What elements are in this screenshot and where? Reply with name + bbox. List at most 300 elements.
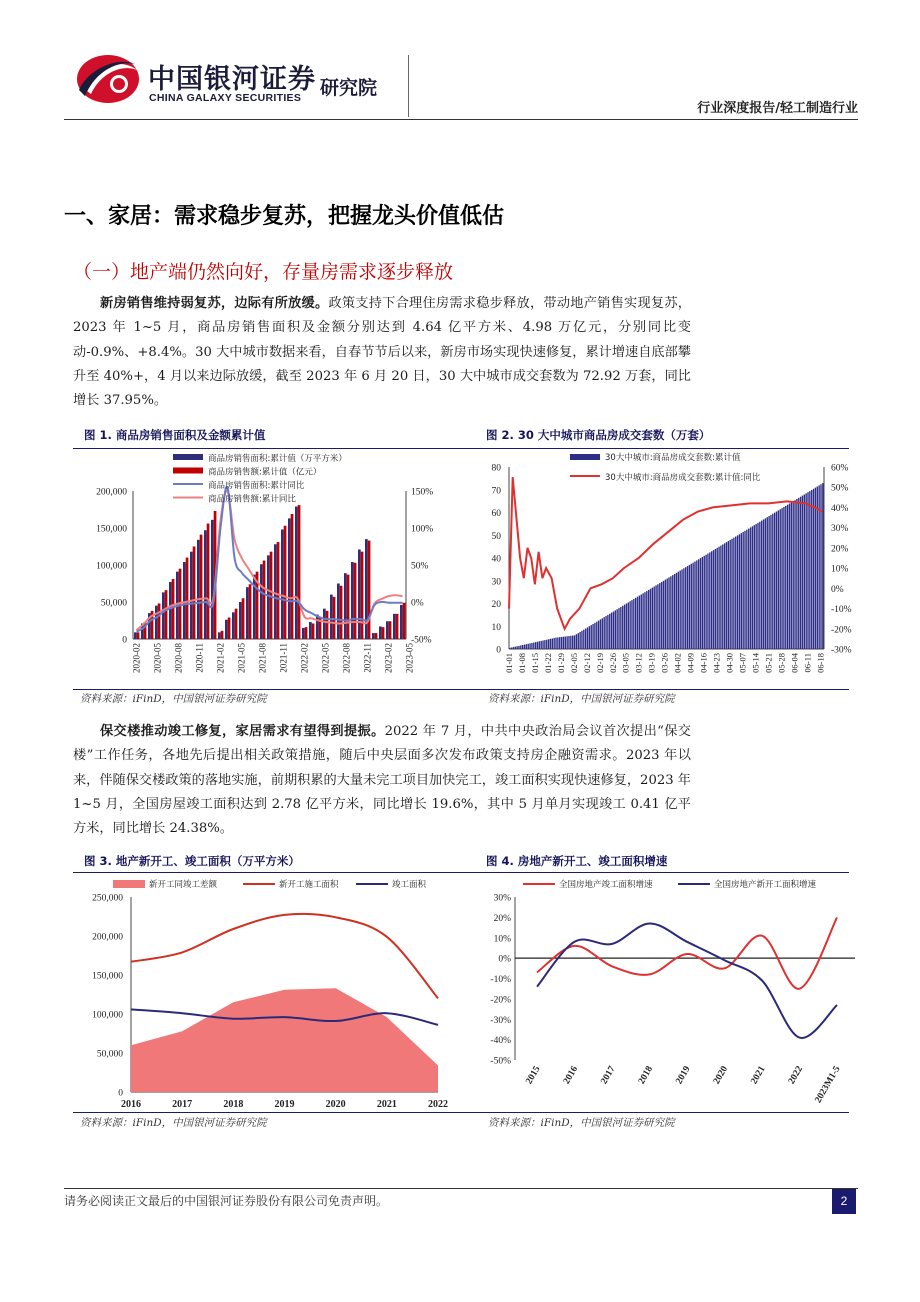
bar-cumulative <box>531 643 532 649</box>
bar-area <box>400 605 403 639</box>
bar-area <box>344 573 347 639</box>
x-tick-label: 06-18 <box>815 653 826 673</box>
galaxy-logo-icon <box>73 50 143 108</box>
bar-cumulative <box>553 638 554 649</box>
x-tick-label: 2020 <box>711 1064 731 1087</box>
bar-amount <box>277 542 280 639</box>
bar-area <box>295 507 298 639</box>
bar-cumulative <box>694 562 695 649</box>
bar-cumulative <box>654 586 655 649</box>
y2-tick-label: 150% <box>411 487 434 498</box>
bar-cumulative <box>672 575 673 649</box>
y2-tick-label: -30% <box>831 645 852 656</box>
bar-cumulative <box>546 640 547 649</box>
bar-cumulative <box>596 622 597 649</box>
x-tick-label: 2016 <box>121 1099 141 1110</box>
x-tick-label: 02-26 <box>607 653 618 673</box>
bar-cumulative <box>659 583 660 649</box>
bar-cumulative <box>689 565 690 649</box>
bar-area <box>211 520 214 639</box>
bar-amount <box>249 584 252 639</box>
bar-cumulative <box>757 523 758 649</box>
paragraph-completion-lead: 保交楼推动竣工修复，家居需求有望得到提振。 <box>100 724 385 739</box>
x-tick-label: 2020-08 <box>173 643 184 673</box>
bar-amount <box>382 627 385 639</box>
y-tick-label: 250,000 <box>92 893 123 904</box>
bar-amount <box>200 535 203 639</box>
report-type: 行业深度报告/轻工制造行业 <box>697 101 858 116</box>
legend-swatch <box>113 880 145 888</box>
x-tick-label: 2020-02 <box>131 643 142 673</box>
paragraph-sales-lead: 新房销售维持弱复苏，边际有所放缓。 <box>100 296 329 311</box>
bar-area <box>309 622 312 639</box>
figure4-source: 资料来源：iFinD，中国银河证券研究院 <box>488 1117 675 1129</box>
y2-tick-label: 0% <box>831 584 844 595</box>
legend-label: 30大中城市:商品房成交套数:累计值 <box>605 453 741 463</box>
bar-cumulative <box>637 597 638 649</box>
footer-rule <box>64 1188 858 1189</box>
x-tick-label: 2018 <box>636 1064 656 1087</box>
paragraph-sales-body: 政策支持下合理住房需求稳步释放，带动地产销售实现复苏，2023 年 1~5 月，商品房销售面积及金额分别达到 4.64 亿平方米、4.98 万亿元，分别同比变动-0.9%、+8.4%。30 大中城市数据来看，自春节节后以来，新房市场实现快速修复，累计增速自底部攀升至 40%+，4 月以来边际放缓，截至 2023 年 6 月 20 日，30 大中城市成交套数为 72.92 万套，同比增长 37.95%。 <box>73 296 691 409</box>
bar-cumulative <box>568 636 569 649</box>
y2-tick-label: 40% <box>831 503 849 514</box>
bar-area <box>204 530 207 639</box>
bar-amount <box>347 575 350 639</box>
bar-area <box>197 540 200 639</box>
bar-cumulative <box>533 643 534 649</box>
bar-cumulative <box>535 642 536 649</box>
bar-cumulative <box>594 623 595 649</box>
bar-cumulative <box>670 576 671 649</box>
y-tick-label: 0 <box>118 1088 123 1099</box>
bar-amount <box>312 623 315 639</box>
bar-cumulative <box>611 613 612 649</box>
bar-cumulative <box>767 517 768 649</box>
bar-cumulative <box>665 580 666 649</box>
bar-cumulative <box>565 636 566 649</box>
y-tick-label: 200,000 <box>92 932 123 943</box>
bar-cumulative <box>668 577 669 649</box>
x-tick-label: 02-05 <box>568 653 579 673</box>
bar-amount <box>333 597 336 639</box>
y-tick-label: 0 <box>122 635 127 646</box>
footer-disclaimer: 请务必阅读正文最后的中国银河证券股份有限公司免责声明。 <box>64 1194 389 1208</box>
x-tick-label: 03-26 <box>659 653 670 673</box>
bar-cumulative <box>652 588 653 649</box>
bar-cumulative <box>602 618 603 649</box>
x-tick-label: 2021-08 <box>257 643 268 673</box>
bar-cumulative <box>548 639 549 649</box>
bar-cumulative <box>516 646 517 649</box>
bar-amount <box>403 603 406 639</box>
bar-cumulative <box>793 501 794 649</box>
bar-cumulative <box>720 546 721 649</box>
bar-cumulative <box>791 502 792 649</box>
y2-tick-label: -20% <box>831 625 852 636</box>
bar-cumulative <box>604 617 605 649</box>
bar-cumulative <box>785 506 786 649</box>
bar-amount <box>340 586 343 639</box>
x-tick-label: 2021-02 <box>215 643 226 673</box>
y-tick-label: 10% <box>493 934 511 945</box>
bar-cumulative <box>744 531 745 649</box>
figure2-source: 资料来源：iFinD，中国银河证券研究院 <box>488 693 675 705</box>
x-tick-label: 05-21 <box>763 653 774 673</box>
y-tick-label: 200,000 <box>96 487 127 498</box>
bar-cumulative <box>591 625 592 649</box>
x-tick-label: 05-14 <box>750 653 761 673</box>
bar-cumulative <box>529 643 530 649</box>
chart-new-starts-completions <box>73 872 453 1112</box>
bar-cumulative <box>620 607 621 649</box>
y-tick-label: -20% <box>490 995 511 1006</box>
bar-cumulative <box>755 524 756 649</box>
legend-label: 全国房地产新开工面积增速 <box>714 880 817 890</box>
bar-cumulative <box>781 508 782 649</box>
bar-area <box>281 529 284 639</box>
y2-tick-label: 0% <box>411 598 424 609</box>
bar-cumulative <box>681 569 682 649</box>
bar-cumulative <box>544 640 545 649</box>
bar-amount <box>263 561 266 639</box>
bar-area <box>134 632 137 639</box>
y-tick-label: 40 <box>491 554 501 565</box>
bar-cumulative <box>761 521 762 649</box>
bar-area <box>351 562 354 639</box>
bar-area <box>267 555 270 639</box>
bar-cumulative <box>728 541 729 649</box>
bar-cumulative <box>772 514 773 649</box>
bar-cumulative <box>748 529 749 649</box>
bar-cumulative <box>667 579 668 649</box>
bar-cumulative <box>639 596 640 649</box>
y-tick-label: -50% <box>490 1056 511 1067</box>
x-tick-label: 02-12 <box>581 653 592 673</box>
bar-cumulative <box>528 644 529 649</box>
y2-tick-label: 50% <box>411 561 429 572</box>
bar-cumulative <box>722 544 723 649</box>
bar-cumulative <box>626 604 627 649</box>
bar-cumulative <box>537 642 538 649</box>
bar-amount <box>361 552 364 639</box>
bar-cumulative <box>616 609 617 649</box>
bar-cumulative <box>707 554 708 649</box>
x-tick-label: 2022-02 <box>299 643 310 673</box>
bar-cumulative <box>585 629 586 649</box>
bar-amount <box>389 621 392 639</box>
area-difference <box>131 988 438 1092</box>
bar-cumulative <box>663 581 664 649</box>
bar-cumulative <box>555 638 556 649</box>
bar-area <box>386 621 389 639</box>
institute-name: 研究院 <box>320 77 378 99</box>
bar-cumulative <box>770 515 771 649</box>
bar-cumulative <box>539 641 540 649</box>
bar-cumulative <box>796 499 797 649</box>
bar-cumulative <box>765 518 766 649</box>
bar-cumulative <box>561 637 562 649</box>
y-tick-label: 30 <box>491 577 501 588</box>
bar-cumulative <box>655 585 656 649</box>
x-tick-label: 06-11 <box>802 653 813 673</box>
legend-swatch <box>173 468 203 474</box>
bar-area <box>190 552 193 639</box>
bar-cumulative <box>609 614 610 649</box>
bar-cumulative <box>566 636 567 649</box>
bar-cumulative <box>661 582 662 649</box>
bar-cumulative <box>642 593 643 649</box>
bar-cumulative <box>576 634 577 649</box>
bar-cumulative <box>778 510 779 649</box>
y2-tick-label: 100% <box>411 524 434 535</box>
bar-cumulative <box>731 539 732 649</box>
y-tick-label: -40% <box>490 1036 511 1047</box>
bar-amount <box>221 631 224 639</box>
bar-cumulative <box>739 534 740 649</box>
bar-cumulative <box>628 602 629 649</box>
bar-cumulative <box>644 592 645 649</box>
legend-label: 商品房销售面积:累计同比 <box>208 481 305 491</box>
x-tick-label: 04-02 <box>672 653 683 673</box>
y-tick-label: 100,000 <box>92 1010 123 1021</box>
bar-cumulative <box>542 640 543 649</box>
bar-cumulative <box>607 615 608 649</box>
bar-area <box>246 587 249 639</box>
x-tick-label: 2022-08 <box>341 643 352 673</box>
bar-cumulative <box>774 513 775 649</box>
bar-amount <box>298 505 301 639</box>
bar-cumulative <box>730 540 731 649</box>
bar-cumulative <box>515 647 516 649</box>
chart-sales-area-amount <box>73 449 453 689</box>
bar-area <box>260 564 263 639</box>
bar-cumulative <box>563 637 564 649</box>
bar-cumulative <box>587 627 588 649</box>
bar-cumulative <box>687 566 688 649</box>
bar-cumulative <box>809 491 810 649</box>
bar-cumulative <box>800 497 801 649</box>
bar-amount <box>165 590 168 639</box>
x-tick-label: 2022 <box>428 1099 448 1110</box>
bar-cumulative <box>815 488 816 649</box>
x-tick-label: 03-19 <box>646 653 657 673</box>
y-tick-label: -30% <box>490 1015 511 1026</box>
bar-cumulative <box>733 538 734 649</box>
bar-amount <box>291 514 294 639</box>
x-tick-label: 2023-02 <box>383 643 394 673</box>
bar-cumulative <box>735 537 736 649</box>
x-tick-label: 2016 <box>561 1064 581 1087</box>
x-tick-label: 04-09 <box>685 653 696 673</box>
bar-amount <box>186 558 189 639</box>
x-tick-label: 2019 <box>274 1099 295 1110</box>
x-tick-label: 03-12 <box>633 653 644 673</box>
company-name-en: CHINA GALAXY SECURITIES <box>149 92 302 104</box>
bar-amount <box>172 579 175 639</box>
bar-cumulative <box>678 572 679 649</box>
bar-cumulative <box>776 512 777 649</box>
y2-tick-label: 20% <box>831 544 849 555</box>
bar-cumulative <box>691 564 692 649</box>
x-tick-label: 2017 <box>172 1099 193 1110</box>
section-subtitle: （一）地产端仍然向好，存量房需求逐步释放 <box>73 261 454 283</box>
bar-cumulative <box>804 494 805 649</box>
bar-cumulative <box>676 573 677 649</box>
bar-area <box>288 518 291 639</box>
bar-cumulative <box>683 568 684 649</box>
bar-cumulative <box>802 496 803 649</box>
bar-cumulative <box>783 507 784 649</box>
bar-cumulative <box>746 530 747 649</box>
y2-tick-label: 50% <box>831 483 849 494</box>
bar-amount <box>326 611 329 639</box>
bar-amount <box>305 627 308 639</box>
bar-cumulative <box>742 532 743 649</box>
bar-area <box>316 615 319 639</box>
header-rule <box>64 119 858 120</box>
x-tick-label: 2017 <box>599 1064 618 1087</box>
x-tick-label: 01-01 <box>504 653 514 673</box>
bar-cumulative <box>589 626 590 649</box>
bar-cumulative <box>704 556 705 649</box>
x-tick-label: 2021 <box>376 1099 397 1110</box>
bar-cumulative <box>583 630 584 649</box>
bar-cumulative <box>541 641 542 649</box>
figure1-source: 资料来源：iFinD，中国银河证券研究院 <box>80 693 267 705</box>
x-tick-label: 05-28 <box>776 653 787 673</box>
bar-cumulative <box>598 621 599 649</box>
y2-tick-label: -50% <box>411 635 432 646</box>
paragraph-sales <box>73 292 691 413</box>
bar-cumulative <box>685 567 686 649</box>
y-tick-label: -10% <box>490 975 511 985</box>
bar-amount <box>228 618 231 639</box>
y2-tick-label: -10% <box>831 605 852 616</box>
company-name-cn: 中国银河证券 <box>148 64 316 95</box>
bar-cumulative <box>570 636 571 649</box>
bar-area <box>225 620 228 639</box>
bar-cumulative <box>633 599 634 649</box>
x-tick-label: 2021 <box>749 1064 768 1087</box>
bar-amount <box>354 563 357 639</box>
bar-cumulative <box>592 624 593 649</box>
y-tick-label: 0% <box>498 954 511 965</box>
bar-cumulative <box>657 584 658 649</box>
x-tick-label: 2020-11 <box>194 643 205 673</box>
x-tick-label: 04-30 <box>724 653 735 673</box>
bar-cumulative <box>713 550 714 649</box>
figure2-title: 图 2. 30 大中城市商品房成交套数（万套） <box>486 428 711 442</box>
figure-bottom-rule <box>73 689 849 690</box>
bar-cumulative <box>705 555 706 649</box>
bar-area <box>274 544 277 639</box>
bar-cumulative <box>702 557 703 649</box>
legend-label: 30大中城市:商品房成交套数:累计值:同比 <box>605 473 761 483</box>
page-number: 2 <box>832 1189 856 1214</box>
x-tick-label: 2023-05 <box>404 643 415 673</box>
bar-cumulative <box>518 646 519 649</box>
figure1-title: 图 1. 商品房销售面积及金额累计值 <box>84 428 266 442</box>
y2-tick-label: 10% <box>831 564 849 575</box>
bar-cumulative <box>648 590 649 649</box>
bar-cumulative <box>709 552 710 649</box>
bar-area <box>358 549 361 639</box>
bar-cumulative <box>574 635 575 649</box>
bar-cumulative <box>813 489 814 649</box>
bar-cumulative <box>613 611 614 649</box>
bar-cumulative <box>726 542 727 649</box>
bar-cumulative <box>557 637 558 649</box>
y-tick-label: 60 <box>491 509 501 519</box>
bar-cumulative <box>717 548 718 649</box>
bar-cumulative <box>559 637 560 649</box>
bar-cumulative <box>698 559 699 649</box>
bar-cumulative <box>737 535 738 649</box>
bar-area <box>337 584 340 640</box>
x-tick-label: 02-19 <box>594 653 605 673</box>
bar-area <box>302 628 305 639</box>
bar-amount <box>368 541 371 639</box>
bar-area <box>330 595 333 639</box>
bar-area <box>183 562 186 639</box>
bar-cumulative <box>509 648 510 649</box>
bar-cumulative <box>754 525 755 649</box>
bar-area <box>155 606 158 639</box>
y2-tick-label: 60% <box>831 463 849 474</box>
x-tick-label: 04-23 <box>711 653 722 673</box>
x-tick-label: 2020 <box>325 1099 346 1110</box>
bar-cumulative <box>700 558 701 649</box>
x-tick-label: 2015 <box>524 1064 543 1087</box>
legend-label: 新开工同竣工差额 <box>149 880 218 890</box>
bar-cumulative <box>629 601 630 649</box>
bar-amount <box>396 614 399 639</box>
bar-cumulative <box>759 522 760 649</box>
bar-cumulative <box>711 551 712 649</box>
bar-cumulative <box>805 493 806 649</box>
bar-cumulative <box>741 533 742 649</box>
legend-label: 竣工面积 <box>392 880 427 890</box>
x-tick-label: 2022-11 <box>362 643 373 673</box>
bar-cumulative <box>807 492 808 649</box>
legend-swatch <box>173 454 203 460</box>
bar-cumulative <box>798 498 799 649</box>
bar-cumulative <box>615 610 616 649</box>
line-new-starts <box>131 914 438 999</box>
line-new-starts-growth <box>537 923 837 1037</box>
y-tick-label: 70 <box>491 486 501 497</box>
bar-cumulative <box>715 549 716 649</box>
bar-area <box>218 632 221 639</box>
bar-cumulative <box>820 484 821 649</box>
x-tick-label: 2022 <box>786 1064 806 1087</box>
bar-area <box>372 633 375 639</box>
chart-30-cities-transactions <box>475 449 855 689</box>
bar-cumulative <box>624 605 625 649</box>
figure-bottom-rule-2 <box>73 1112 849 1113</box>
bar-cumulative <box>752 526 753 649</box>
y-tick-label: 0 <box>496 645 501 656</box>
section-title: 一、家居：需求稳步复苏，把握龙头价值低估 <box>64 204 505 229</box>
bar-amount <box>193 547 196 640</box>
bar-cumulative <box>526 644 527 649</box>
y-tick-label: 50,000 <box>96 1049 123 1060</box>
bar-cumulative <box>787 505 788 649</box>
bar-amount <box>284 526 287 639</box>
bar-cumulative <box>622 606 623 649</box>
x-tick-label: 2021-11 <box>278 643 289 673</box>
x-tick-label: 2022-05 <box>320 643 331 673</box>
